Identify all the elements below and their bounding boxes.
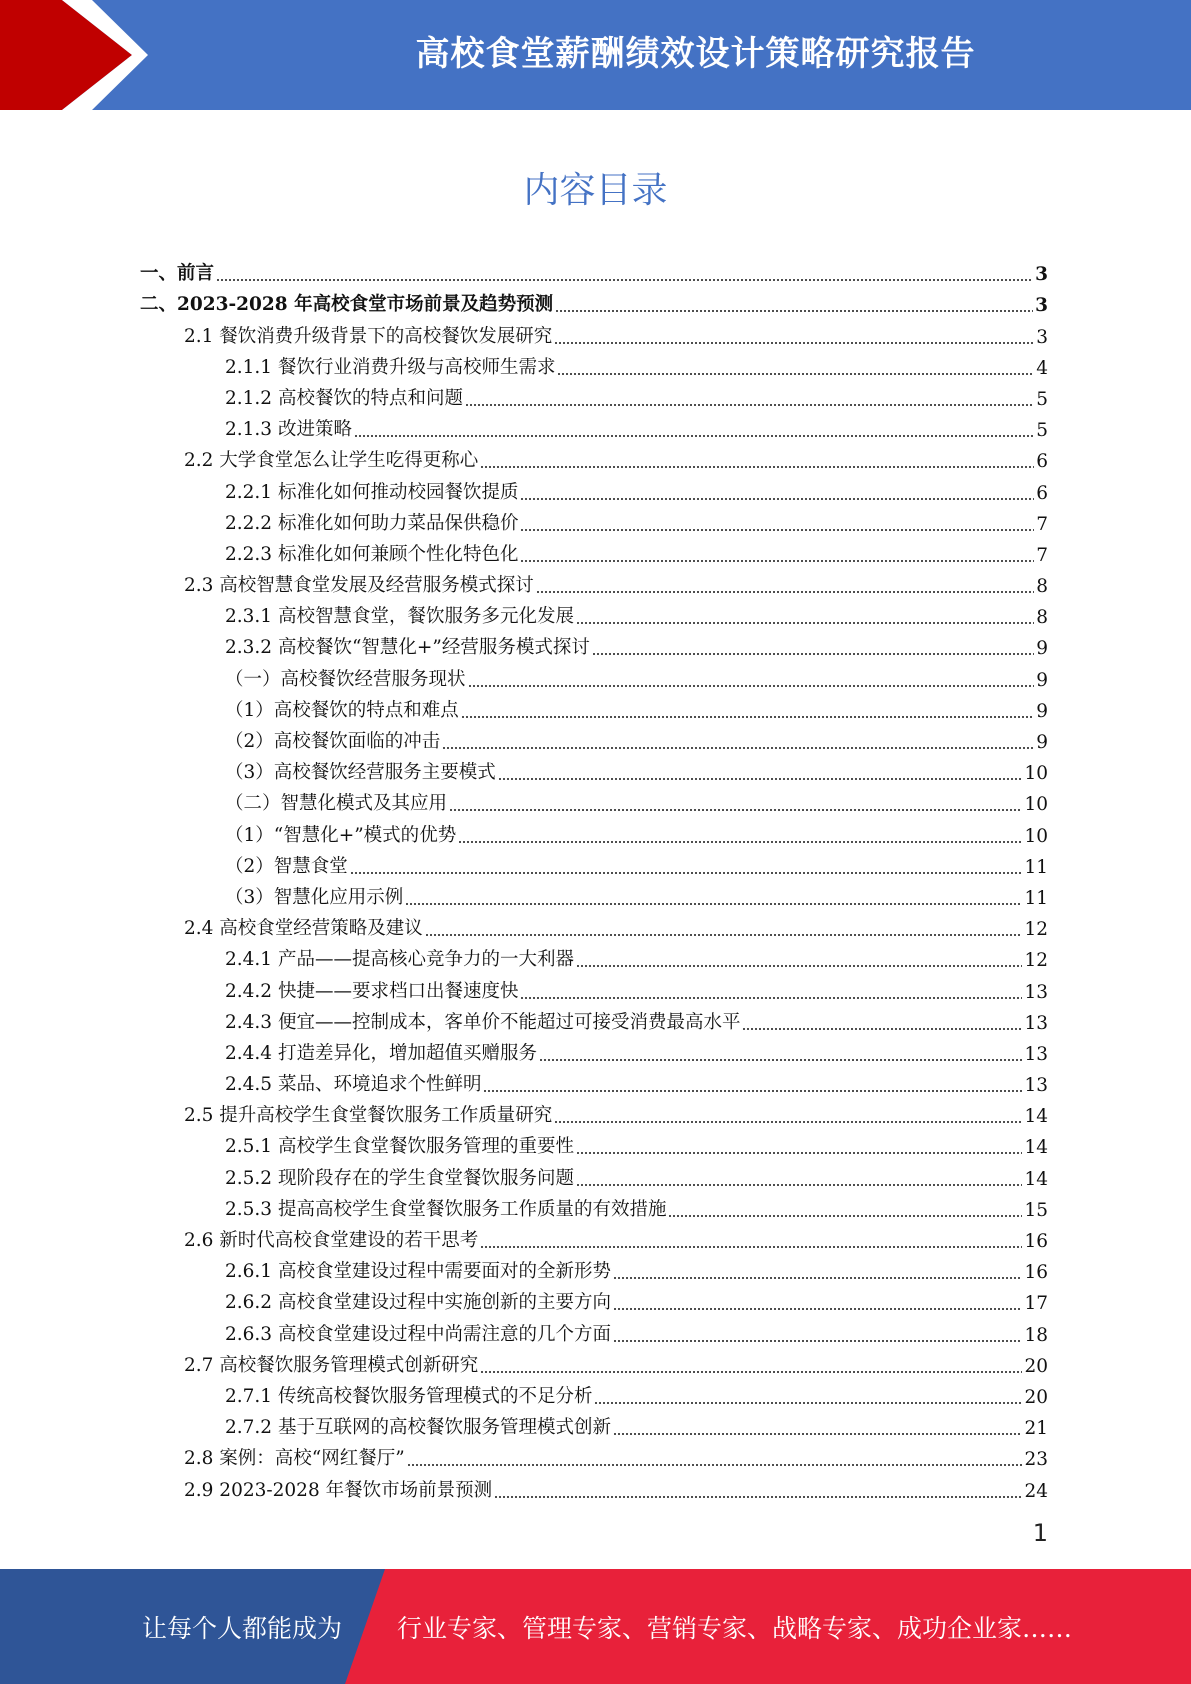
toc-entry-page: 13 <box>1024 1012 1048 1034</box>
toc-entry-title: 2.7.1 传统高校餐饮服务管理模式的不足分析 <box>225 1385 593 1407</box>
dot-leader <box>613 1329 1022 1343</box>
toc-entry-title: 2.2 大学食堂怎么让学生吃得更称心 <box>184 450 479 472</box>
toc-entry-page: 13 <box>1024 1075 1048 1097</box>
dot-leader <box>442 736 1034 750</box>
toc-entry-title: 2.2.1 标准化如何推动校园餐饮提质 <box>225 481 519 503</box>
toc-entry-title: 2.5.3 提高高校学生食堂餐饮服务工作质量的有效措施 <box>225 1198 667 1220</box>
toc-entry-title: （2）高校餐饮面临的冲击 <box>225 731 441 752</box>
toc-entry[interactable] <box>140 1223 1048 1254</box>
toc-entry[interactable] <box>140 693 1048 724</box>
toc-entry-page: 16 <box>1024 1262 1048 1284</box>
toc-entry-title: 2.4.4 打造差异化，增加超值买赠服务 <box>225 1042 537 1064</box>
toc-entry-title: （3）高校餐饮经营服务主要模式 <box>225 762 496 784</box>
dot-leader <box>480 1360 1022 1374</box>
toc-heading: 内容目录 <box>523 170 668 211</box>
toc-entry[interactable] <box>140 1316 1048 1347</box>
toc-entry-page: 24 <box>1024 1480 1048 1502</box>
toc-entry-title: （3）智慧化应用示例 <box>225 886 404 908</box>
toc-entry-page: 9 <box>1036 700 1048 722</box>
toc-entry-page: 5 <box>1036 388 1048 410</box>
toc-entry-page: 12 <box>1024 919 1048 941</box>
toc-entry-title: （1）高校餐饮的特点和难点 <box>225 699 459 721</box>
toc-entry[interactable] <box>140 1472 1048 1503</box>
page-header <box>0 0 1191 110</box>
toc-entry[interactable] <box>140 537 1048 568</box>
toc-entry-title: 2.8 案例：高校“网红餐厅” <box>184 1448 405 1470</box>
toc-entry[interactable] <box>140 256 1048 287</box>
dot-leader <box>557 362 1034 376</box>
table-of-contents <box>140 256 1048 1504</box>
dot-leader <box>483 1079 1022 1093</box>
toc-entry-page: 20 <box>1024 1355 1048 1377</box>
dot-leader <box>425 923 1023 937</box>
dot-leader <box>613 1422 1022 1436</box>
toc-entry-title: （2）智慧食堂 <box>225 855 348 877</box>
toc-entry-page: 7 <box>1036 513 1048 535</box>
toc-entry-title: 2.1.1 餐饮行业消费升级与高校师生需求 <box>225 356 556 378</box>
toc-entry-title: （一）高校餐饮经营服务现状 <box>225 668 466 690</box>
toc-entry[interactable] <box>140 1410 1048 1441</box>
toc-entry-title: 2.7.2 基于互联网的高校餐饮服务管理模式创新 <box>225 1417 611 1439</box>
toc-entry[interactable] <box>140 443 1048 474</box>
dot-leader <box>576 954 1022 968</box>
toc-entry[interactable] <box>140 724 1048 755</box>
dot-leader <box>350 861 1023 875</box>
dot-leader <box>576 611 1034 625</box>
dot-leader <box>520 549 1034 563</box>
toc-entry[interactable] <box>140 880 1048 911</box>
toc-entry[interactable] <box>140 381 1048 412</box>
dot-leader <box>668 1204 1022 1218</box>
toc-entry[interactable] <box>140 474 1048 505</box>
dot-leader <box>461 705 1034 719</box>
toc-entry-page: 11 <box>1024 887 1048 909</box>
page-footer <box>0 1569 1191 1684</box>
toc-entry[interactable] <box>140 1067 1048 1098</box>
toc-entry-title: 2.6.3 高校食堂建设过程中尚需注意的几个方面 <box>225 1323 611 1345</box>
toc-entry-title: 2.6 新时代高校食堂建设的若干思考 <box>184 1230 479 1251</box>
dot-leader <box>468 674 1035 688</box>
toc-entry[interactable] <box>140 287 1048 318</box>
toc-entry-title: 2.5 提升高校学生食堂餐饮服务工作质量研究 <box>184 1105 553 1127</box>
toc-entry-page: 10 <box>1024 825 1048 847</box>
toc-entry[interactable] <box>140 1285 1048 1316</box>
toc-entry[interactable] <box>140 1129 1048 1160</box>
dot-leader <box>405 892 1022 906</box>
dot-leader <box>480 1235 1022 1249</box>
dot-leader <box>576 1141 1022 1155</box>
toc-entry-title: 2.5.2 现阶段存在的学生食堂餐饮服务问题 <box>225 1167 574 1189</box>
toc-entry-title: 二、2023-2028 年高校食堂市场前景及趋势预测 <box>140 294 554 316</box>
dot-leader <box>554 331 1034 345</box>
toc-entry[interactable] <box>140 318 1048 349</box>
dot-leader <box>536 580 1034 594</box>
toc-entry-page: 11 <box>1024 856 1048 878</box>
toc-entry-title: 2.1 餐饮消费升级背景下的高校餐饮发展研究 <box>184 325 553 347</box>
toc-entry-page: 13 <box>1024 1043 1048 1065</box>
toc-entry-page: 15 <box>1024 1199 1048 1221</box>
dot-leader <box>520 986 1022 1000</box>
toc-entry[interactable] <box>140 755 1048 786</box>
dot-leader <box>555 299 1033 313</box>
toc-entry-page: 8 <box>1036 607 1048 629</box>
toc-entry-title: （二）智慧化模式及其应用 <box>225 793 448 815</box>
toc-entry[interactable] <box>140 661 1048 692</box>
toc-entry-title: 2.6.2 高校食堂建设过程中实施创新的主要方向 <box>225 1292 611 1314</box>
toc-entry-title: 2.7 高校餐饮服务管理模式创新研究 <box>184 1354 479 1376</box>
dot-leader <box>613 1266 1022 1280</box>
toc-entry-title: 2.9 2023-2028 年餐饮市场前景预测 <box>184 1479 493 1501</box>
toc-entry-page: 17 <box>1024 1293 1048 1315</box>
toc-entry-page: 4 <box>1036 357 1048 379</box>
toc-entry-page: 14 <box>1024 1106 1048 1128</box>
toc-entry-title: 2.4.2 快捷——要求档口出餐速度快 <box>225 980 519 1002</box>
toc-entry-page: 3 <box>1035 264 1048 286</box>
dot-leader <box>449 798 1022 812</box>
toc-entry-page: 3 <box>1036 326 1048 348</box>
toc-entry-title: 2.1.3 改进策略 <box>225 419 352 441</box>
toc-entry-page: 7 <box>1036 544 1048 566</box>
toc-entry-page: 6 <box>1036 451 1048 473</box>
dot-leader <box>465 393 1034 407</box>
toc-entry-page: 5 <box>1036 420 1048 442</box>
toc-entry-title: 2.2.3 标准化如何兼顾个性化特色化 <box>225 543 519 565</box>
toc-entry[interactable] <box>140 630 1048 661</box>
toc-entry[interactable] <box>140 786 1048 817</box>
toc-entry[interactable] <box>140 1379 1048 1410</box>
dot-leader <box>480 455 1034 469</box>
toc-entry[interactable] <box>140 350 1048 381</box>
toc-entry-page: 14 <box>1024 1137 1048 1159</box>
toc-entry-title: 一、前言 <box>140 263 215 285</box>
dot-leader <box>498 767 1023 781</box>
toc-entry-page: 13 <box>1024 981 1048 1003</box>
toc-entry-title: 2.3 高校智慧食堂发展及经营服务模式探讨 <box>184 575 534 597</box>
toc-entry-page: 10 <box>1024 763 1048 785</box>
toc-entry[interactable] <box>140 1005 1048 1036</box>
toc-entry-title: 2.5.1 高校学生食堂餐饮服务管理的重要性 <box>225 1136 574 1158</box>
toc-entry[interactable] <box>140 1441 1048 1472</box>
toc-entry-page: 9 <box>1036 638 1048 660</box>
toc-entry-title: 2.4.1 产品——提高核心竞争力的一大利器 <box>225 949 574 971</box>
dot-leader <box>494 1485 1022 1499</box>
dot-leader <box>354 424 1034 438</box>
dot-leader <box>216 268 1033 282</box>
toc-entry[interactable] <box>140 1192 1048 1223</box>
toc-entry[interactable] <box>140 1348 1048 1379</box>
toc-entry-page: 10 <box>1024 794 1048 816</box>
toc-entry[interactable] <box>140 506 1048 537</box>
toc-entry-page: 18 <box>1024 1324 1048 1346</box>
toc-entry[interactable] <box>140 1254 1048 1285</box>
toc-entry-page: 8 <box>1036 576 1048 598</box>
dot-leader <box>520 518 1034 532</box>
toc-entry-title: 2.6.1 高校食堂建设过程中需要面对的全新形势 <box>225 1261 611 1283</box>
dot-leader <box>613 1297 1022 1311</box>
toc-entry-title: 2.4.5 菜品、环境追求个性鲜明 <box>225 1074 482 1096</box>
toc-entry-page: 9 <box>1036 732 1048 753</box>
toc-entry-page: 3 <box>1035 295 1048 317</box>
toc-entry[interactable] <box>140 1036 1048 1067</box>
toc-entry-title: 2.3.2 高校餐饮“智慧化+”经营服务模式探讨 <box>225 637 590 659</box>
toc-entry[interactable] <box>140 1098 1048 1129</box>
dot-leader <box>576 1173 1022 1187</box>
toc-entry-title: 2.4.3 便宜——控制成本，客单价不能超过可接受消费最高水平 <box>225 1011 741 1033</box>
toc-entry-page: 20 <box>1024 1386 1048 1408</box>
toc-entry-title: （1）“智慧化+”模式的优势 <box>225 824 457 846</box>
toc-entry[interactable] <box>140 817 1048 848</box>
dot-leader <box>594 1391 1022 1405</box>
dot-leader <box>554 1110 1022 1124</box>
toc-entry-page: 6 <box>1036 482 1048 504</box>
toc-entry[interactable] <box>140 568 1048 599</box>
dot-leader <box>742 1017 1022 1031</box>
dot-leader <box>539 1048 1022 1062</box>
toc-entry-title: 2.3.1 高校智慧食堂，餐饮服务多元化发展 <box>225 606 574 628</box>
toc-entry-page: 12 <box>1024 950 1048 972</box>
toc-entry-page: 14 <box>1024 1168 1048 1190</box>
report-title: 高校食堂薪酬绩效设计策略研究报告 <box>415 34 976 74</box>
toc-entry[interactable] <box>140 911 1048 942</box>
page-number: 1 <box>1032 1519 1048 1547</box>
dot-leader <box>407 1453 1023 1467</box>
toc-entry[interactable] <box>140 849 1048 880</box>
toc-entry-page: 9 <box>1036 669 1048 691</box>
toc-entry-page: 21 <box>1024 1418 1048 1440</box>
toc-entry-page: 23 <box>1024 1449 1048 1471</box>
toc-entry-title: 2.1.2 高校餐饮的特点和问题 <box>225 387 463 409</box>
toc-entry[interactable] <box>140 412 1048 443</box>
toc-entry-title: 2.4 高校食堂经营策略及建议 <box>184 918 423 940</box>
toc-entry[interactable] <box>140 599 1048 630</box>
footer-slogan-left: 让每个人都能成为 <box>142 1614 343 1643</box>
dot-leader <box>520 487 1034 501</box>
toc-entry[interactable] <box>140 1160 1048 1191</box>
dot-leader <box>458 830 1022 844</box>
toc-entry[interactable] <box>140 973 1048 1004</box>
toc-entry-title: 2.2.2 标准化如何助力菜品保供稳价 <box>225 512 519 534</box>
footer-slogan-right: 行业专家、管理专家、营销专家、战略专家、成功企业家…… <box>397 1614 1073 1643</box>
dot-leader <box>592 642 1034 656</box>
toc-entry-page: 16 <box>1024 1231 1048 1252</box>
toc-entry[interactable] <box>140 942 1048 973</box>
